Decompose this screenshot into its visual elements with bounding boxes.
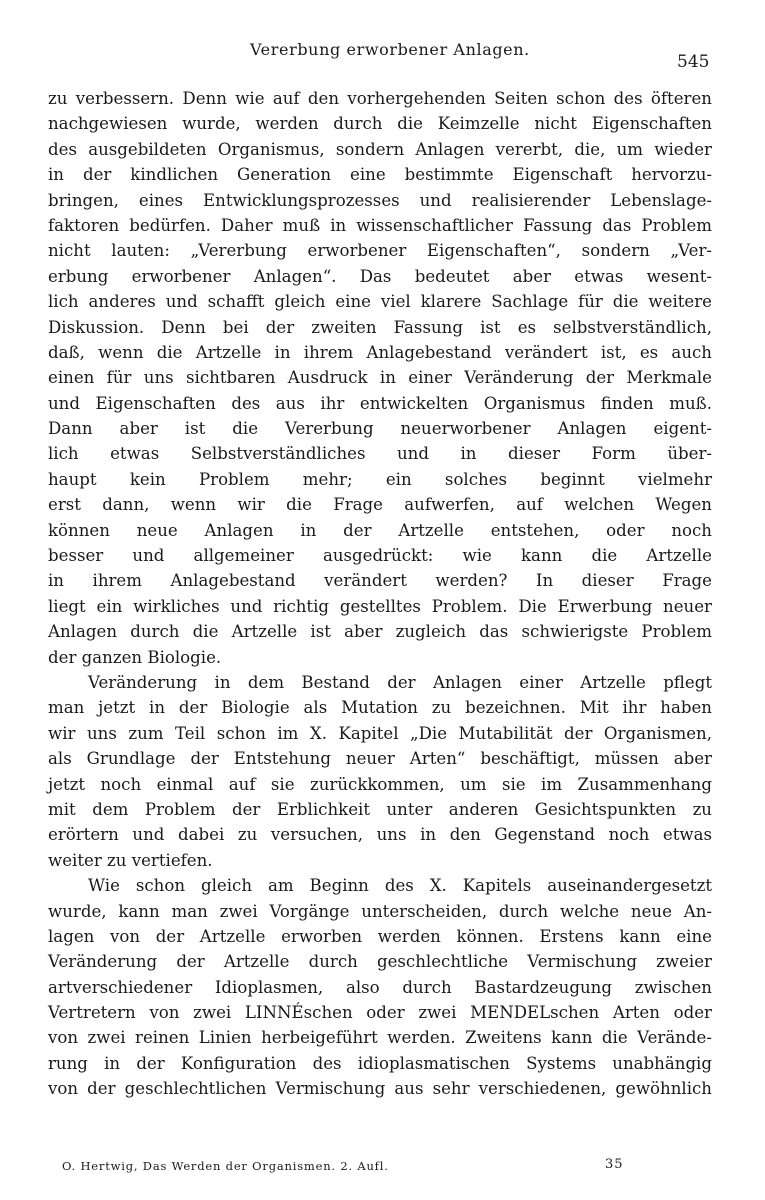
text-line: lich anderes und schafft gleich eine viel klarere Sachlage für die weitere — [48, 292, 712, 312]
text-line: Dann aber ist die Vererbung neuerworbener Anlagen eigent- — [48, 419, 712, 439]
body-text — [48, 86, 712, 1102]
text-line: wir uns zum Teil schon im X. Kapitel „Die Mutabilität der Organismen, — [48, 723, 712, 743]
text-line: erörtern und dabei zu versuchen, uns in den Gegenstand noch etwas — [48, 825, 712, 845]
text-line: der ganzen Biologie. — [48, 647, 222, 667]
text-line: Vertretern von zwei LINNÉschen oder zwei MENDELschen Arten oder — [48, 1003, 712, 1023]
text-line: bringen, eines Entwicklungsprozesses und realisierender Lebenslage- — [48, 190, 712, 210]
text-line: faktoren bedürfen. Daher muß in wissenschaftlicher Fassung das Problem — [48, 215, 712, 235]
text-line: zu verbessern. Denn wie auf den vorhergehenden Seiten schon des öfteren — [48, 89, 712, 108]
text-line: Veränderung der Artzelle durch geschlechtliche Vermischung zweier — [48, 952, 712, 972]
text-line: artverschiedener Idioplasmen, also durch Bastardzeugung zwischen — [48, 977, 712, 997]
text-line: Diskussion. Denn bei der zweiten Fassung ist es selbstverständlich, — [48, 317, 712, 337]
paragraph — [48, 86, 712, 670]
paragraph — [48, 670, 712, 873]
text-line: haupt kein Problem mehr; ein solches beginnt vielmehr — [48, 469, 712, 489]
text-line: man jetzt in der Biologie als Mutation zu bezeichnen. Mit ihr haben — [48, 698, 712, 718]
text-line: in ihrem Anlagebestand verändert werden? In dieser Frage — [48, 571, 712, 591]
text-line: als Grundlage der Entstehung neuer Arten“ beschäftigt, müssen aber — [48, 749, 712, 769]
text-line: erbung erworbener Anlagen“. Das bedeutet aber etwas wesent- — [48, 266, 712, 286]
text-line: lagen von der Artzelle erworben werden können. Erstens kann eine — [48, 926, 712, 946]
text-line: mit dem Problem der Erblichkeit unter anderen Gesichtspunkten zu — [48, 799, 712, 819]
text-line: und Eigenschaften des aus ihr entwickelten Organismus finden muß. — [48, 393, 712, 413]
text-line: erst dann, wenn wir die Frage aufwerfen, auf welchen Wegen — [48, 495, 712, 515]
running-title: Vererbung erworbener Anlagen. — [250, 40, 530, 59]
text-line: in der kindlichen Generation eine bestimmte Eigenschaft hervorzu- — [48, 165, 712, 185]
text-line: rung in der Konfiguration des idioplasmatischen Systems unabhängig — [48, 1053, 712, 1073]
text-line: einen für uns sichtbaren Ausdruck in einer Veränderung der Merkmale — [48, 368, 712, 388]
text-line: jetzt noch einmal auf sie zurückkommen, um sie im Zusammenhang — [48, 774, 712, 794]
text-line: von der geschlechtlichen Vermischung aus sehr verschiedenen, gewöhnlich — [48, 1079, 712, 1099]
text-line: Wie schon gleich am Beginn des X. Kapitels auseinandergesetzt — [88, 876, 712, 896]
text-line: nachgewiesen wurde, werden durch die Keimzelle nicht Eigenschaften — [48, 114, 712, 134]
footer-citation: O. Hertwig, Das Werden der Organismen. 2. Aufl. — [62, 1159, 389, 1173]
text-line: von zwei reinen Linien herbeigeführt werden. Zweitens kann die Verände- — [48, 1028, 712, 1048]
text-line: besser und allgemeiner ausgedrückt: wie kann die Artzelle — [48, 546, 712, 566]
text-line: Anlagen durch die Artzelle ist aber zugleich das schwierigste Problem — [48, 622, 712, 642]
text-line: können neue Anlagen in der Artzelle entstehen, oder noch — [48, 520, 712, 540]
text-line: weiter zu vertiefen. — [48, 850, 213, 870]
text-line: des ausgebildeten Organismus, sondern Anlagen vererbt, die, um wieder — [48, 139, 712, 159]
text-line: daß, wenn die Artzelle in ihrem Anlagebestand verändert ist, es auch — [48, 342, 712, 362]
paragraph — [48, 873, 712, 1102]
text-line: nicht lauten: „Vererbung erworbener Eigenschaften“, sondern „Ver- — [48, 241, 712, 261]
signature-mark: 35 — [605, 1157, 624, 1172]
text-line: wurde, kann man zwei Vorgänge unterscheiden, durch welche neue An- — [48, 901, 712, 921]
text-line: Veränderung in dem Bestand der Anlagen einer Artzelle pflegt — [88, 672, 712, 692]
page-number: 545 — [677, 52, 710, 72]
text-line: lich etwas Selbstverständliches und in dieser Form über- — [48, 444, 712, 464]
text-line: liegt ein wirkliches und richtig gestelltes Problem. Die Erwerbung neuer — [48, 596, 712, 616]
